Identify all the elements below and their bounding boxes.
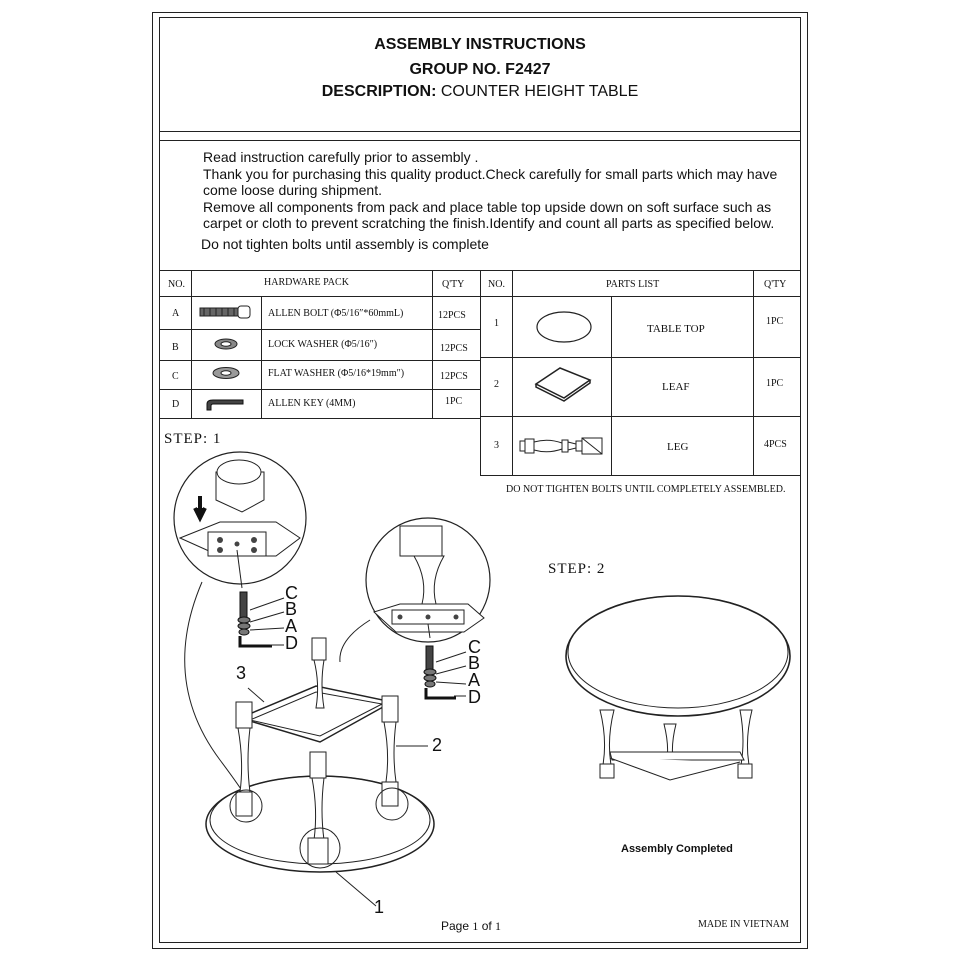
assembled-table-illustration [560,592,800,792]
parts-col-name: PARTS LIST [606,279,660,290]
group-number: GROUP NO. F2427 [409,61,551,78]
flat-washer-icon [212,366,242,380]
header-divider-2 [160,140,800,141]
table-border [480,357,800,358]
parts-row-qty: 1PC [766,378,784,389]
part-label-top: 1 [374,897,385,917]
parts-row-no: 2 [494,379,499,390]
parts-row-name: LEAF [662,381,690,393]
step1-label: STEP: 1 [164,431,222,447]
callout-d: D [285,633,298,653]
intro-line: come loose during shipment. [203,182,382,198]
callout-a-right: A [468,670,481,690]
hardware-col-no: NO. [168,279,185,290]
intro-line: Read instruction carefully prior to assembly . [203,149,479,165]
description-value: COUNTER HEIGHT TABLE [436,83,639,100]
intro-line: Thank you for purchasing this quality product.Check carefully for small parts which may have [203,166,778,182]
page-mid: of [478,919,496,933]
hardware-row-name: LOCK WASHER (Φ5/16″) [268,339,378,350]
warning-note: DO NOT TIGHTEN BOLTS UNTIL COMPLETELY ASSEMBLED. [506,484,786,495]
leg-icon [518,434,606,458]
table-border [191,270,192,418]
description-label: DESCRIPTION: [321,83,437,100]
intro-line: carpet or cloth to prevent scratching the finish.Identify and count all parts as specified below. [203,215,775,231]
description [160,83,800,101]
callout-b-right: B [468,653,481,673]
page-number: 1 [472,919,479,933]
table-border [512,270,513,475]
hardware-row-name: ALLEN KEY (4MM) [268,398,356,409]
lock-washer-icon [214,337,240,351]
hardware-row-no: A [172,308,180,319]
callout-a: A [285,616,298,636]
hardware-col-qty: Q'TY [442,279,465,290]
step2-label: STEP: 2 [548,561,606,577]
table-border [160,418,480,419]
callout-c-right: C [468,637,481,657]
part-label-leg: 3 [236,663,247,683]
parts-row-qty: 1PC [766,316,784,327]
part-label-leaf: 2 [432,735,443,755]
callout-c: C [285,583,298,603]
parts-col-no: NO. [488,279,505,290]
parts-col-qty: Q'TY [764,279,787,290]
hardware-row-qty: 1PC [445,396,463,407]
intro-line: Remove all components from pack and place table top upside down on soft surface such as [203,199,772,215]
parts-row-name: LEG [667,441,689,453]
parts-row-no: 3 [494,440,499,451]
page-prefix: Page [441,919,473,933]
hardware-row-no: C [172,371,179,382]
callout-d-right: D [468,687,481,707]
leaf-icon [534,366,592,402]
intro-line: Do not tighten bolts until assembly is complete [201,236,489,252]
table-border [611,296,612,475]
table-border [432,270,433,418]
page-indicator [441,919,501,934]
doc-title: ASSEMBLY INSTRUCTIONS [374,36,586,53]
parts-row-no: 1 [494,318,499,329]
table-border [480,475,800,476]
table-border [261,296,262,418]
table-border [753,270,754,475]
table-border [480,416,800,417]
hardware-row-qty: 12PCS [438,310,466,321]
hardware-row-qty: 12PCS [440,343,468,354]
callout-b: B [285,599,298,619]
assembly-completed-caption: Assembly Completed [621,843,733,855]
hardware-row-qty: 12PCS [440,371,468,382]
parts-row-qty: 4PCS [764,439,787,450]
hardware-row-name: FLAT WASHER (Φ5/16*19mm″) [268,368,405,379]
header-divider [160,131,800,132]
made-in-label: MADE IN VIETNAM [698,919,789,930]
hardware-row-name: ALLEN BOLT (Φ5/16″*60mmL) [268,308,404,319]
allen-key-icon [205,396,245,412]
hardware-col-name: HARDWARE PACK [264,277,349,288]
table-top-icon [536,310,592,344]
hardware-row-no: D [172,399,180,410]
parts-row-name: TABLE TOP [647,323,705,335]
step1-diagram [160,440,500,920]
hardware-row-no: B [172,342,179,353]
bolt-icon [200,306,256,320]
page-total: 1 [495,919,502,933]
